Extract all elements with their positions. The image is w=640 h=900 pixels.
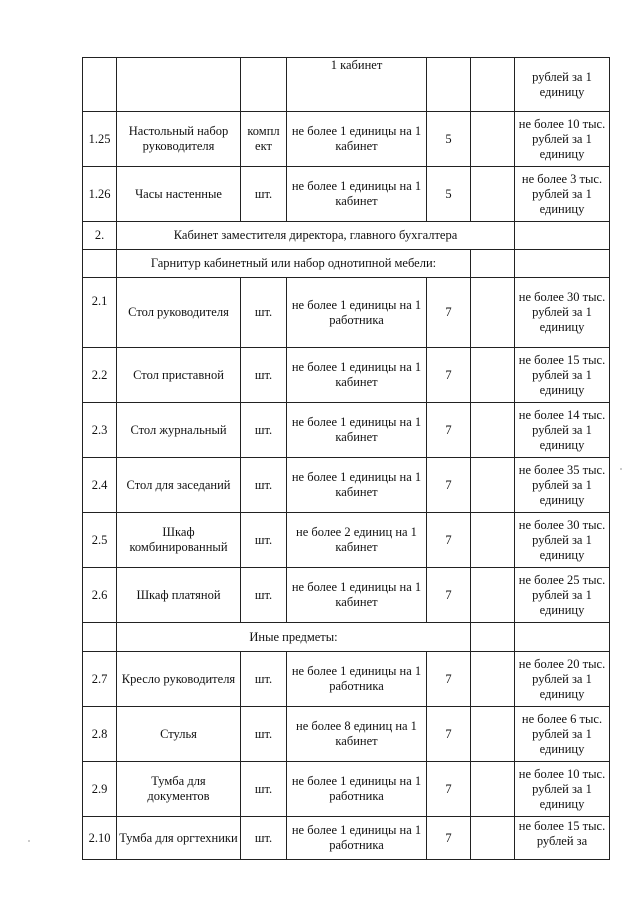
service-term: 7 (427, 348, 471, 403)
table-row (83, 458, 610, 513)
item-name: Кресло руководителя (117, 652, 241, 707)
row-number: 2.4 (83, 458, 117, 513)
unit: компл ект (241, 112, 287, 167)
subheader-empty-cell (471, 250, 515, 278)
price-limit: не более 15 тыс. рублей за (515, 817, 610, 860)
row-number: 2.2 (83, 348, 117, 403)
table-row (83, 707, 610, 762)
price-limit: не более 35 тыс. рублей за 1 единицу (515, 458, 610, 513)
unit: шт. (241, 817, 287, 860)
extra-cell (471, 112, 515, 167)
unit: шт. (241, 513, 287, 568)
extra-cell (471, 167, 515, 222)
price-limit: не более 10 тыс. рублей за 1 единицу (515, 112, 610, 167)
extra-cell (471, 403, 515, 458)
price-limit: не более 15 тыс. рублей за 1 единицу (515, 348, 610, 403)
quantity-norm: не более 1 единицы на 1 кабинет (287, 112, 427, 167)
table-row (83, 762, 610, 817)
subheader-title: Гарнитур кабинетный или набор однотипной мебели: (117, 250, 471, 278)
item-name: Стулья (117, 707, 241, 762)
item-name: Стол руководителя (117, 278, 241, 348)
item-name: Стол журнальный (117, 403, 241, 458)
quantity-norm: 1 кабинет (287, 58, 427, 112)
table-row (83, 167, 610, 222)
table-row (83, 278, 610, 348)
table-row (83, 513, 610, 568)
item-name: Тумба для оргтехники (117, 817, 241, 860)
table-row (83, 652, 610, 707)
unit: шт. (241, 568, 287, 623)
row-number: 1.26 (83, 167, 117, 222)
subheader-row (83, 250, 610, 278)
service-term: 7 (427, 458, 471, 513)
document-page (82, 57, 610, 860)
service-term: 7 (427, 652, 471, 707)
unit: шт. (241, 348, 287, 403)
item-name: Тумба для документов (117, 762, 241, 817)
quantity-norm: не более 1 единицы на 1 кабинет (287, 568, 427, 623)
quantity-norm: не более 1 единицы на 1 работника (287, 762, 427, 817)
service-term: 7 (427, 568, 471, 623)
table-row (83, 403, 610, 458)
extra-cell (471, 762, 515, 817)
quantity-norm: не более 2 единиц на 1 кабинет (287, 513, 427, 568)
unit (241, 58, 287, 112)
price-limit: не более 14 тыс. рублей за 1 единицу (515, 403, 610, 458)
quantity-norm: не более 1 единицы на 1 кабинет (287, 458, 427, 513)
subheader-empty-cell (83, 623, 117, 652)
item-name: Часы настенные (117, 167, 241, 222)
service-term: 5 (427, 167, 471, 222)
price-limit: не более 30 тыс. рублей за 1 единицу (515, 513, 610, 568)
table-row (83, 817, 610, 860)
row-number (83, 58, 117, 112)
scan-speck (28, 840, 30, 842)
item-name (117, 58, 241, 112)
service-term: 5 (427, 112, 471, 167)
row-number: 2.6 (83, 568, 117, 623)
quantity-norm: не более 1 единицы на 1 работника (287, 817, 427, 860)
price-limit: не более 20 тыс. рублей за 1 единицу (515, 652, 610, 707)
table-row (83, 112, 610, 167)
table-row (83, 348, 610, 403)
service-term: 7 (427, 707, 471, 762)
service-term: 7 (427, 762, 471, 817)
extra-cell (471, 348, 515, 403)
price-limit: не более 3 тыс. рублей за 1 единицу (515, 167, 610, 222)
quantity-norm: не более 8 единиц на 1 кабинет (287, 707, 427, 762)
service-term: 7 (427, 403, 471, 458)
price-limit: не более 30 тыс. рублей за 1 единицу (515, 278, 610, 348)
row-number: 1.25 (83, 112, 117, 167)
row-number: 2.7 (83, 652, 117, 707)
service-term (427, 58, 471, 112)
subheader-empty-cell (515, 250, 610, 278)
extra-cell (471, 58, 515, 112)
quantity-norm: не более 1 единицы на 1 кабинет (287, 403, 427, 458)
unit: шт. (241, 707, 287, 762)
quantity-norm: не более 1 единицы на 1 работника (287, 652, 427, 707)
extra-cell (471, 652, 515, 707)
subheader-empty-cell (515, 623, 610, 652)
row-number: 2.5 (83, 513, 117, 568)
service-term: 7 (427, 278, 471, 348)
unit: шт. (241, 403, 287, 458)
item-name: Стол приставной (117, 348, 241, 403)
unit: шт. (241, 458, 287, 513)
price-limit: не более 25 тыс. рублей за 1 единицу (515, 568, 610, 623)
unit: шт. (241, 167, 287, 222)
extra-cell (471, 458, 515, 513)
section-number: 2. (83, 222, 117, 250)
subheader-empty-cell (471, 623, 515, 652)
row-number: 2.10 (83, 817, 117, 860)
item-name: Шкаф платяной (117, 568, 241, 623)
table-row (83, 568, 610, 623)
row-number: 2.1 (83, 278, 117, 348)
service-term: 7 (427, 513, 471, 568)
price-limit: не более 6 тыс. рублей за 1 единицу (515, 707, 610, 762)
extra-cell (471, 568, 515, 623)
row-number: 2.9 (83, 762, 117, 817)
section-title: Кабинет заместителя директора, главного бухгалтера (117, 222, 515, 250)
quantity-norm: не более 1 единицы на 1 кабинет (287, 167, 427, 222)
scan-speck (620, 468, 622, 470)
extra-cell (471, 278, 515, 348)
service-term: 7 (427, 817, 471, 860)
item-name: Стол для заседаний (117, 458, 241, 513)
item-name: Настольный набор руководителя (117, 112, 241, 167)
table-row (83, 58, 610, 112)
item-name: Шкаф комбинированный (117, 513, 241, 568)
price-limit: не более 10 тыс. рублей за 1 единицу (515, 762, 610, 817)
row-number: 2.8 (83, 707, 117, 762)
price-limit: рублей за 1 единицу (515, 58, 610, 112)
section-empty-cell (515, 222, 610, 250)
subheader-title: Иные предметы: (117, 623, 471, 652)
unit: шт. (241, 762, 287, 817)
unit: шт. (241, 278, 287, 348)
extra-cell (471, 513, 515, 568)
extra-cell (471, 707, 515, 762)
section-row (83, 222, 610, 250)
unit: шт. (241, 652, 287, 707)
extra-cell (471, 817, 515, 860)
furniture-norms-table (82, 57, 610, 860)
quantity-norm: не более 1 единицы на 1 кабинет (287, 348, 427, 403)
quantity-norm: не более 1 единицы на 1 работника (287, 278, 427, 348)
subheader-row (83, 623, 610, 652)
row-number: 2.3 (83, 403, 117, 458)
subheader-empty-cell (83, 250, 117, 278)
